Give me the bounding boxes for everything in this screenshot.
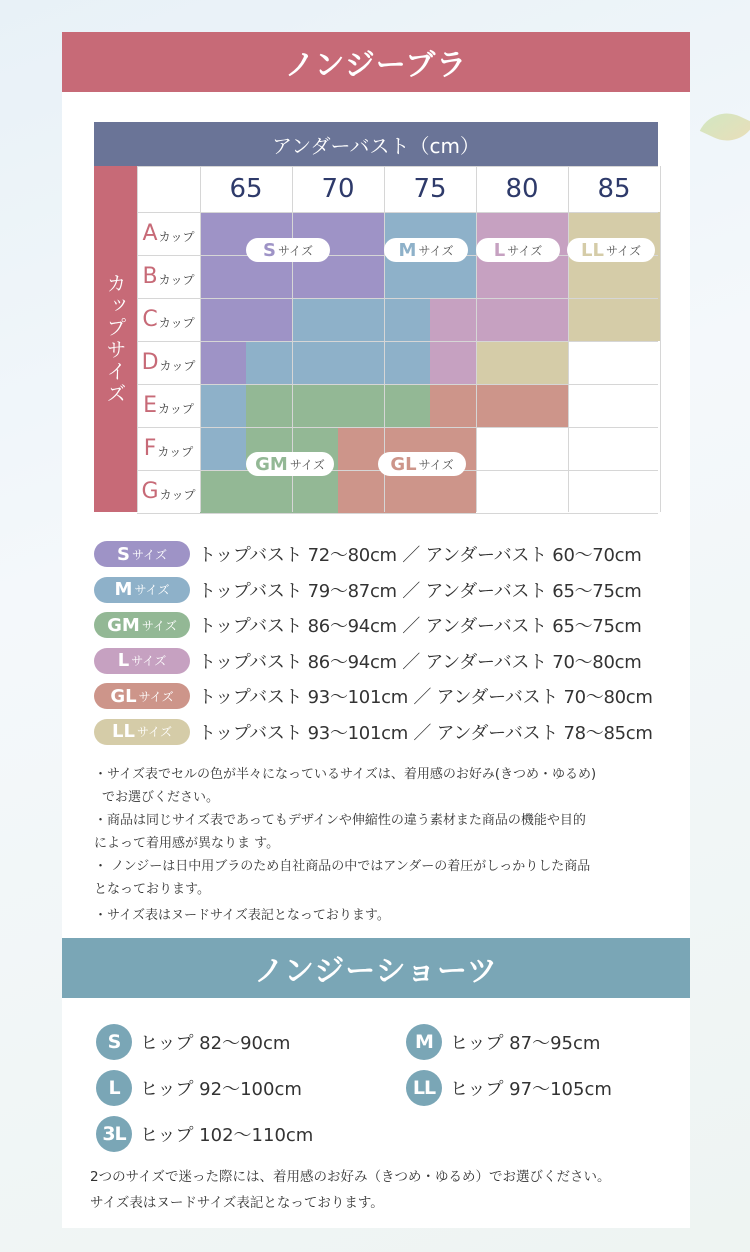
shorts-section-title <box>62 938 690 998</box>
bra-note-line: ・商品は同じサイズ表であってもデザインや伸縮性の違う素材また商品の機能や目的 <box>94 813 586 828</box>
legend-badge <box>94 648 190 674</box>
legend-badge <box>94 719 190 745</box>
grid-line <box>137 384 658 385</box>
shorts-size-s <box>96 1024 290 1060</box>
cup-row-a <box>137 212 200 255</box>
legend-range-text: トップバスト 79〜87cm ／ アンダーバスト 65〜75cm <box>198 580 642 602</box>
legend-size-suffix: サイズ <box>136 725 172 739</box>
grid-line <box>137 513 658 514</box>
legend-size-suffix: サイズ <box>141 618 177 633</box>
cup-suffix: カップ <box>158 402 194 416</box>
legend-row-l <box>94 647 641 675</box>
shorts-size-badge: L <box>96 1070 132 1106</box>
legend-row-s <box>94 540 641 568</box>
size-cell-m <box>292 298 430 341</box>
pill-size-suffix: サイズ <box>605 243 641 258</box>
grid-line <box>137 298 658 299</box>
pill-size-suffix: サイズ <box>507 243 543 258</box>
cup-row-b <box>137 255 200 298</box>
leaf-decoration <box>700 104 750 151</box>
cup-row-e <box>137 384 200 427</box>
cup-letter: D <box>141 350 159 375</box>
size-cell-s <box>200 341 246 384</box>
shorts-size-ll <box>406 1070 612 1106</box>
legend-range-text: トップバスト 72〜80cm ／ アンダーバスト 60〜70cm <box>198 545 642 566</box>
chart-pill-l <box>476 238 560 262</box>
grid-line <box>137 166 138 512</box>
size-cell-gm <box>246 384 430 427</box>
legend-size-letter: LL <box>112 721 135 742</box>
cup-row-c <box>137 298 200 341</box>
legend-row-gl <box>94 682 653 710</box>
legend-size-suffix: サイズ <box>131 654 167 668</box>
size-cell-s <box>200 298 292 341</box>
pill-size-letter: LL <box>581 239 604 261</box>
chart-pill-s <box>246 238 330 262</box>
pill-size-letter: L <box>493 239 506 261</box>
pill-size-suffix: サイズ <box>418 243 454 258</box>
cup-suffix: カップ <box>159 488 196 502</box>
bra-note-line: でお選びください。 <box>102 790 220 805</box>
legend-size-letter: L <box>117 650 130 671</box>
underbust-col-65: 65 <box>229 174 263 204</box>
shorts-note-line: サイズ表はヌードサイズ表記となっております。 <box>90 1195 384 1211</box>
cup-size-header: カップサイズ <box>94 166 137 512</box>
underbust-col-75: 75 <box>413 174 447 204</box>
legend-size-letter: GM <box>107 614 140 636</box>
cup-row-g <box>137 470 200 513</box>
bra-note-line: ・サイズ表でセルの色が半々になっているサイズは、着用感のお好み(きつめ・ゆるめ) <box>94 767 597 782</box>
size-cell-ll <box>476 341 568 384</box>
shorts-size-badge: 3L <box>96 1116 132 1152</box>
cup-letter: B <box>142 264 158 289</box>
grid-line <box>476 166 477 512</box>
shorts-size-badge: S <box>96 1024 132 1060</box>
chart-pill-gm <box>246 452 334 476</box>
pill-size-letter: GL <box>390 453 417 475</box>
size-cell-m <box>200 427 246 470</box>
shorts-hip-range: ヒップ 102〜110cm <box>140 1125 314 1146</box>
legend-size-suffix: サイズ <box>131 547 167 562</box>
legend-range-text: トップバスト 93〜101cm ／ アンダーバスト 78〜85cm <box>198 722 653 744</box>
bra-note-line: ・サイズ表はヌードサイズ表記となっております。 <box>94 908 390 923</box>
cup-suffix: カップ <box>158 230 195 244</box>
pill-size-suffix: サイズ <box>289 457 325 472</box>
shorts-hip-range: ヒップ 82〜90cm <box>140 1033 291 1054</box>
underbust-col-85: 85 <box>597 174 631 204</box>
cup-suffix: カップ <box>157 445 194 459</box>
grid-line <box>660 166 661 512</box>
grid-line <box>568 166 569 512</box>
size-chart-card <box>62 32 690 1228</box>
legend-size-letter: GL <box>110 685 137 707</box>
shorts-size-l <box>96 1070 302 1106</box>
pill-size-letter: S <box>262 239 276 261</box>
size-cell-gm <box>200 470 246 513</box>
chart-pill-m <box>384 238 468 262</box>
cup-letter: C <box>142 307 158 332</box>
cup-row-d <box>137 341 200 384</box>
pill-size-letter: M <box>398 239 417 261</box>
cup-letter: G <box>141 479 159 504</box>
shorts-notes <box>90 1164 670 1216</box>
shorts-hip-range: ヒップ 92〜100cm <box>140 1079 302 1100</box>
bra-note-line: ・ ノンジーは日中用ブラのため自社商品の中ではアンダーの着圧がしっかりした商品 <box>94 859 591 874</box>
underbust-col-70: 70 <box>321 174 355 204</box>
legend-badge <box>94 577 190 603</box>
cup-letter: E <box>143 393 157 418</box>
size-cell-m <box>200 384 246 427</box>
legend-size-letter: M <box>114 579 133 600</box>
shorts-size-badge: M <box>406 1024 442 1060</box>
size-cell-m <box>246 341 430 384</box>
size-cell-ll <box>568 212 660 341</box>
bra-section-title <box>62 32 690 92</box>
size-cell-l <box>430 298 476 341</box>
pill-size-letter: GM <box>255 453 288 475</box>
size-cell-l <box>430 341 476 384</box>
legend-range-text: トップバスト 93〜101cm ／ アンダーバスト 70〜80cm <box>198 687 653 708</box>
shorts-hip-range: ヒップ 97〜105cm <box>450 1079 612 1100</box>
size-cell-l <box>476 298 568 341</box>
grid-line <box>137 427 658 428</box>
grid-line <box>137 341 658 342</box>
chart-pill-ll <box>567 238 655 262</box>
underbust-header: アンダーバスト（cm） <box>94 122 658 166</box>
pill-size-suffix: サイズ <box>418 457 454 472</box>
shorts-size-badge: LL <box>406 1070 442 1106</box>
chart-pill-gl <box>378 452 466 476</box>
legend-range-text: トップバスト 86〜94cm ／ アンダーバスト 70〜80cm <box>198 651 642 673</box>
cup-suffix: カップ <box>159 359 196 373</box>
legend-size-suffix: サイズ <box>138 689 174 704</box>
legend-row-ll <box>94 718 653 746</box>
bra-title-text: ノンジーブラ <box>284 48 468 83</box>
cup-letter: F <box>143 436 157 461</box>
legend-badge <box>94 683 190 709</box>
legend-size-letter: S <box>116 543 130 565</box>
cup-suffix: カップ <box>158 316 195 330</box>
bra-note-line: となっております。 <box>94 882 210 897</box>
grid-line <box>137 166 658 167</box>
legend-row-m <box>94 576 641 604</box>
shorts-note-line: 2つのサイズで迷った際には、着用感のお好み（きつめ・ゆるめ）でお選びください。 <box>90 1169 611 1185</box>
shorts-size-3l <box>96 1116 313 1152</box>
grid-line <box>200 166 201 512</box>
cup-letter: A <box>142 221 158 246</box>
bra-notes <box>94 764 664 928</box>
shorts-hip-range: ヒップ 87〜95cm <box>450 1033 601 1054</box>
legend-badge <box>94 612 190 638</box>
legend-row-gm <box>94 611 641 639</box>
grid-line <box>137 212 658 213</box>
bra-note-line: によって着用感が異なりま す。 <box>94 836 280 851</box>
underbust-col-80: 80 <box>505 174 539 204</box>
shorts-title-text: ノンジーショーツ <box>254 954 498 989</box>
legend-range-text: トップバスト 86〜94cm ／ アンダーバスト 65〜75cm <box>198 616 642 637</box>
size-cell-gl <box>430 384 568 427</box>
bra-size-grid <box>94 122 658 512</box>
cup-row-f <box>137 427 200 470</box>
legend-badge <box>94 541 190 567</box>
legend-size-suffix: サイズ <box>134 583 170 597</box>
shorts-size-m <box>406 1024 600 1060</box>
cup-suffix: カップ <box>158 273 195 287</box>
pill-size-suffix: サイズ <box>277 243 313 258</box>
